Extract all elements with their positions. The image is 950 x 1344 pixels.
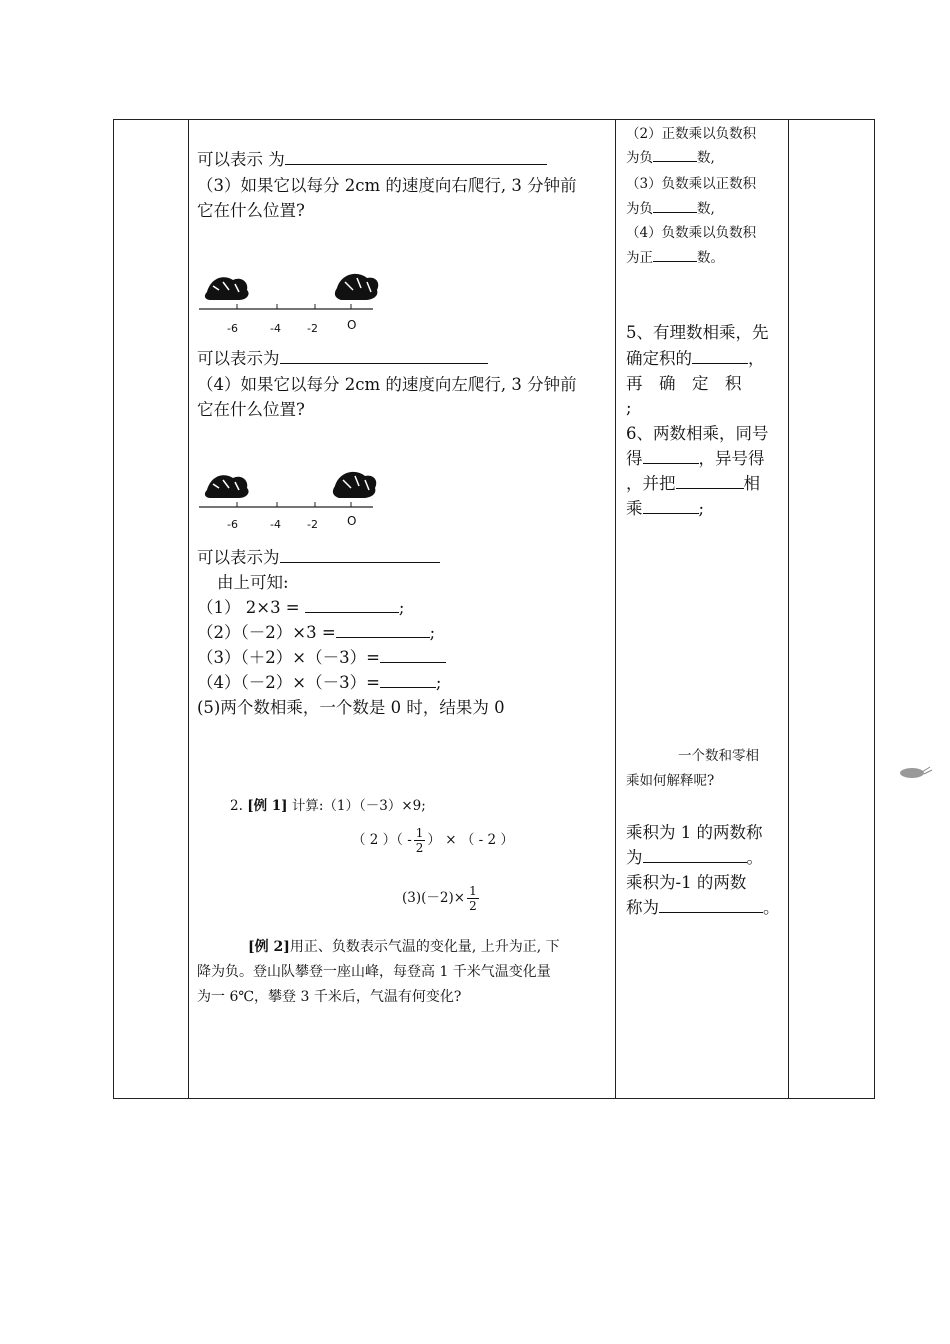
question-3-line-2: 它在什么位置?	[197, 201, 305, 220]
rule-3-line-1: （3）负数乘以正数积	[626, 176, 757, 192]
example-2-line-2: 降为负。登山队攀登一座山峰，每登高 1 千米气温变化量	[197, 964, 551, 980]
point-6-line-2: 得 ，异号得	[626, 449, 765, 468]
number-line-figure	[197, 268, 387, 338]
point-5-line-4: ;	[626, 398, 632, 417]
zero-question-line-1: 一个数和零相	[678, 748, 759, 764]
snail-icon	[205, 277, 249, 300]
tick-label: -4	[270, 518, 281, 531]
point-6-line-3: ，并把 相	[626, 474, 760, 493]
reciprocal-line-1: 乘积为 1 的两数称	[626, 823, 763, 842]
tick-label: O	[347, 514, 357, 528]
example-1-part-2: （ 2 ）（ - $\frac{1}{2}$ ） × （ - 2 ）	[352, 826, 514, 855]
exercise-label: （1） 2×3 =	[197, 598, 305, 617]
fill-blank	[305, 596, 399, 613]
exercise-item	[197, 645, 446, 670]
exercise-item-5: (5)两个数相乘，一个数是 0 时，结果为 0	[197, 698, 505, 717]
exercise-label: （3）（＋2）×（－3）=	[197, 648, 380, 667]
point-5-line-1: 5、有理数相乘，先	[626, 323, 769, 342]
fill-blank	[280, 347, 488, 364]
exercise-label: （2）（－2）×3 =	[197, 623, 336, 642]
number-line-svg	[197, 268, 387, 338]
tick-label: -6	[227, 322, 238, 335]
rule-2-line-2: 为负 数,	[626, 146, 715, 170]
tick-label: -2	[307, 518, 318, 531]
point-6-line-4: 乘 ;	[626, 499, 705, 518]
answer-label: 可以表示为	[197, 548, 280, 567]
question-4-line-2: 它在什么位置?	[197, 400, 305, 419]
rule-4-line-1: （4）负数乘以负数积	[626, 225, 757, 241]
number-line-svg	[197, 466, 387, 536]
conclusion-heading: 由上可知:	[217, 573, 289, 592]
reciprocal-line-2: 为 。	[626, 848, 763, 867]
fill-blank	[653, 147, 697, 162]
negative-reciprocal-line-1: 乘积为-1 的两数	[626, 873, 747, 892]
rule-3-line-2: 为负 数,	[626, 197, 715, 221]
example-2-line-3: 为一 6℃，攀登 3 千米后，气温有何变化?	[197, 989, 462, 1005]
example-1-line: 2. [例 1] 计算:（1）（－3）×9;	[230, 798, 426, 814]
fill-blank	[653, 198, 697, 213]
example-tag: [例 2]	[248, 939, 290, 955]
tick-label: O	[347, 318, 357, 332]
point-5-line-3: 再 确 定 积	[626, 374, 742, 393]
exercise-item: （4）（－2）×（－3）= ;	[197, 673, 442, 692]
rule-2-line-1: （2）正数乘以负数积	[626, 126, 757, 142]
fill-blank	[380, 646, 446, 663]
fill-blank	[280, 546, 440, 563]
answer-label: 可以表示为	[197, 349, 280, 368]
number-line-figure	[197, 466, 387, 536]
example-2-line-1: [例 2]用正、负数表示气温的变化量, 上升为正, 下	[248, 939, 560, 955]
column-divider	[615, 119, 616, 1099]
fill-blank	[643, 497, 699, 514]
point-5-line-2: 确定积的 ，	[626, 349, 765, 368]
fraction: $\frac{1}{2}$	[415, 826, 424, 855]
fill-blank	[643, 447, 699, 464]
snail-icon	[333, 472, 376, 498]
answer-line	[197, 346, 488, 371]
fill-blank	[653, 247, 697, 262]
snail-icon	[898, 764, 934, 780]
exercise-label: （4）（－2）×（－3）=	[197, 673, 380, 692]
fill-blank	[659, 896, 763, 913]
fill-blank	[285, 148, 547, 165]
point-6-line-1: 6、两数相乘，同号	[626, 424, 769, 443]
question-4-line-1: （4）如果它以每分 2cm 的速度向左爬行, 3 分钟前	[197, 375, 577, 394]
tick-label: -6	[227, 518, 238, 531]
answer-line	[197, 545, 440, 570]
tick-label: -4	[270, 322, 281, 335]
zero-question-line-2: 乘如何解释呢?	[626, 773, 715, 789]
snail-icon	[335, 274, 378, 300]
fill-blank	[336, 621, 430, 638]
column-divider	[788, 119, 789, 1099]
fill-blank	[676, 472, 744, 489]
tick-label: -2	[307, 322, 318, 335]
exercise-item: （2）（－2）×3 = ;	[197, 623, 436, 642]
question-3-line-1: （3）如果它以每分 2cm 的速度向右爬行, 3 分钟前	[197, 176, 577, 195]
example-tag: [例 1]	[247, 798, 288, 814]
negative-reciprocal-line-2: 称为 。	[626, 898, 780, 917]
column-divider	[188, 119, 189, 1099]
fill-blank	[692, 347, 748, 364]
fill-blank	[380, 671, 436, 688]
answer-line	[197, 147, 547, 172]
snail-icon	[205, 475, 249, 498]
exercise-item: （1） 2×3 = ;	[197, 598, 405, 617]
fraction: $\frac{1}{2}$	[469, 884, 477, 913]
example-1-part-3: (3)(－2)× $\frac{1}{2}$	[402, 884, 477, 913]
fill-blank	[643, 846, 747, 863]
answer-label: 可以表示 为	[197, 150, 285, 169]
rule-4-line-2: 为正 数。	[626, 246, 724, 270]
